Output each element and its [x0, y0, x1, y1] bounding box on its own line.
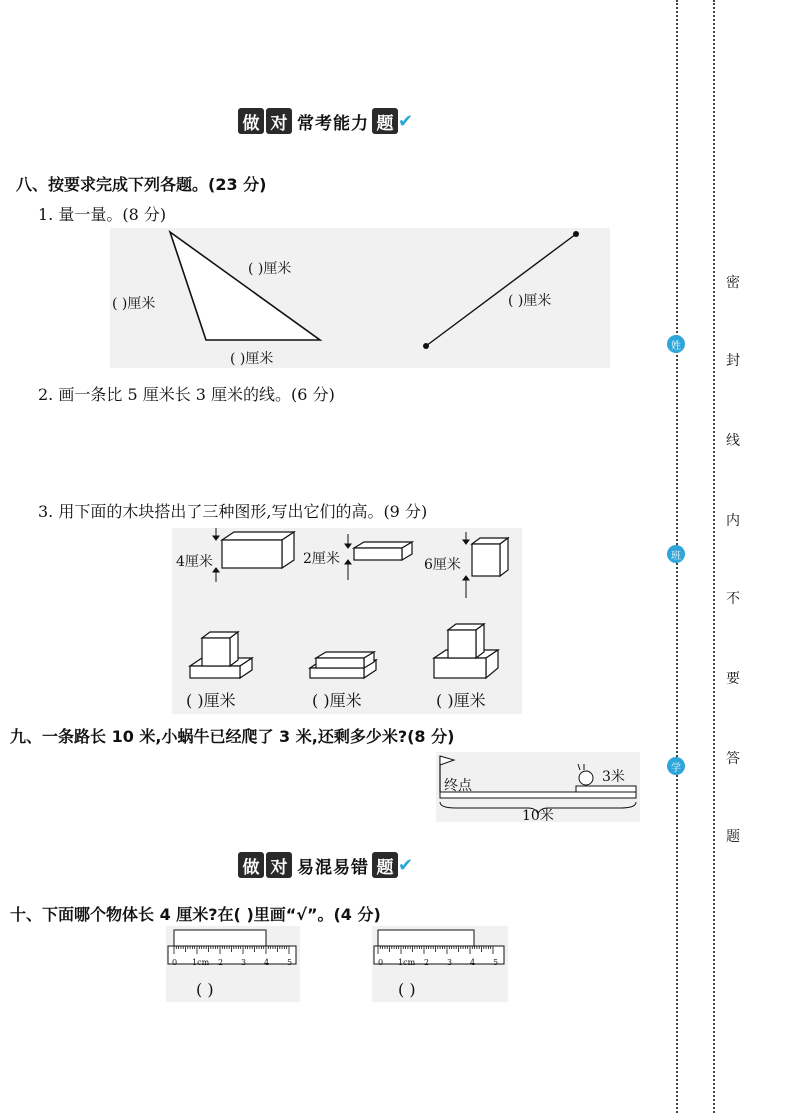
dimension-label: 2厘米: [303, 551, 340, 567]
tick-label: 5: [493, 958, 499, 967]
question-title: 3. 用下面的木块搭出了三种图形,写出它们的高。(9 分): [38, 502, 428, 521]
total-label: 10米: [522, 808, 554, 824]
sidebar-char: 线: [726, 433, 740, 449]
line-segment: [426, 234, 576, 346]
banner-text: 易混易错: [297, 857, 369, 878]
drawing-area[interactable]: [60, 410, 620, 490]
tick-label: 3: [447, 958, 453, 967]
sidebar-char: 要: [726, 671, 740, 687]
answer-blank[interactable]: ( )厘米: [230, 351, 274, 367]
answer-blank[interactable]: ( )厘米: [436, 691, 486, 710]
tick-label: 4: [470, 958, 476, 967]
sidebar-marker: 学: [667, 757, 685, 775]
endpoint: [573, 231, 579, 237]
banner-box: 题: [372, 108, 398, 134]
checkmark-icon: ✔: [398, 110, 414, 132]
banner-box: 题: [372, 852, 398, 878]
tick-label: 1cm: [192, 958, 210, 967]
dimension-label: 6厘米: [424, 557, 461, 573]
banner-box: 做: [238, 108, 264, 134]
banner-box: 做: [238, 852, 264, 878]
section-title: 十、下面哪个物体长 4 厘米?在( )里画“√”。(4 分): [10, 905, 381, 924]
sidebar-char: 答: [726, 751, 740, 767]
sidebar-char: 题: [726, 829, 740, 845]
answer-blank[interactable]: ( )厘米: [312, 691, 362, 710]
tick-label: 1cm: [398, 958, 416, 967]
banner-box: 对: [266, 852, 292, 878]
blocks-figure: [172, 528, 522, 714]
snail-icon: [579, 771, 593, 785]
tick-label: 0: [378, 958, 384, 967]
tick-label: 3: [241, 958, 247, 967]
section-title: 九、一条路长 10 米,小蜗牛已经爬了 3 米,还剩多少米?(8 分): [10, 727, 455, 746]
sidebar-char: 封: [726, 353, 740, 369]
answer-blank[interactable]: ( )厘米: [112, 296, 156, 312]
section-banner: [238, 106, 413, 136]
flag-icon: [440, 756, 454, 765]
checkmark-icon: ✔: [398, 854, 414, 876]
tick-label: 0: [172, 958, 178, 967]
sidebar-char: 内: [726, 513, 740, 529]
tick-label: 5: [287, 958, 293, 967]
answer-blank[interactable]: ( )厘米: [508, 293, 552, 309]
answer-blank[interactable]: ( ): [398, 980, 416, 999]
answer-blank[interactable]: ( )厘米: [248, 261, 292, 277]
tick-label: 4: [264, 958, 270, 967]
dimension-label: 4厘米: [176, 554, 213, 570]
banner-text: 常考能力: [297, 113, 369, 134]
banner-box: 对: [266, 108, 292, 134]
question-title: 1. 量一量。(8 分): [38, 205, 167, 224]
sidebar-marker: 班: [667, 545, 685, 563]
binding-line-right: [713, 0, 715, 1113]
tick-label: 2: [424, 958, 430, 967]
ruler-labels-1: [172, 958, 296, 968]
sidebar-char: 密: [726, 275, 740, 291]
end-label: 终点: [444, 778, 472, 794]
question-title: 2. 画一条比 5 厘米长 3 厘米的线。(6 分): [38, 385, 335, 404]
ruler-labels-2: [378, 958, 502, 968]
crawled-label: 3米: [602, 769, 625, 785]
answer-blank[interactable]: ( )厘米: [186, 691, 236, 710]
sidebar-char: 不: [726, 591, 740, 607]
section-title: 八、按要求完成下列各题。(23 分): [16, 175, 267, 194]
section-banner: [238, 850, 413, 880]
endpoint: [423, 343, 429, 349]
answer-blank[interactable]: ( ): [196, 980, 214, 999]
sidebar-marker: 姓: [667, 335, 685, 353]
tick-label: 2: [218, 958, 224, 967]
